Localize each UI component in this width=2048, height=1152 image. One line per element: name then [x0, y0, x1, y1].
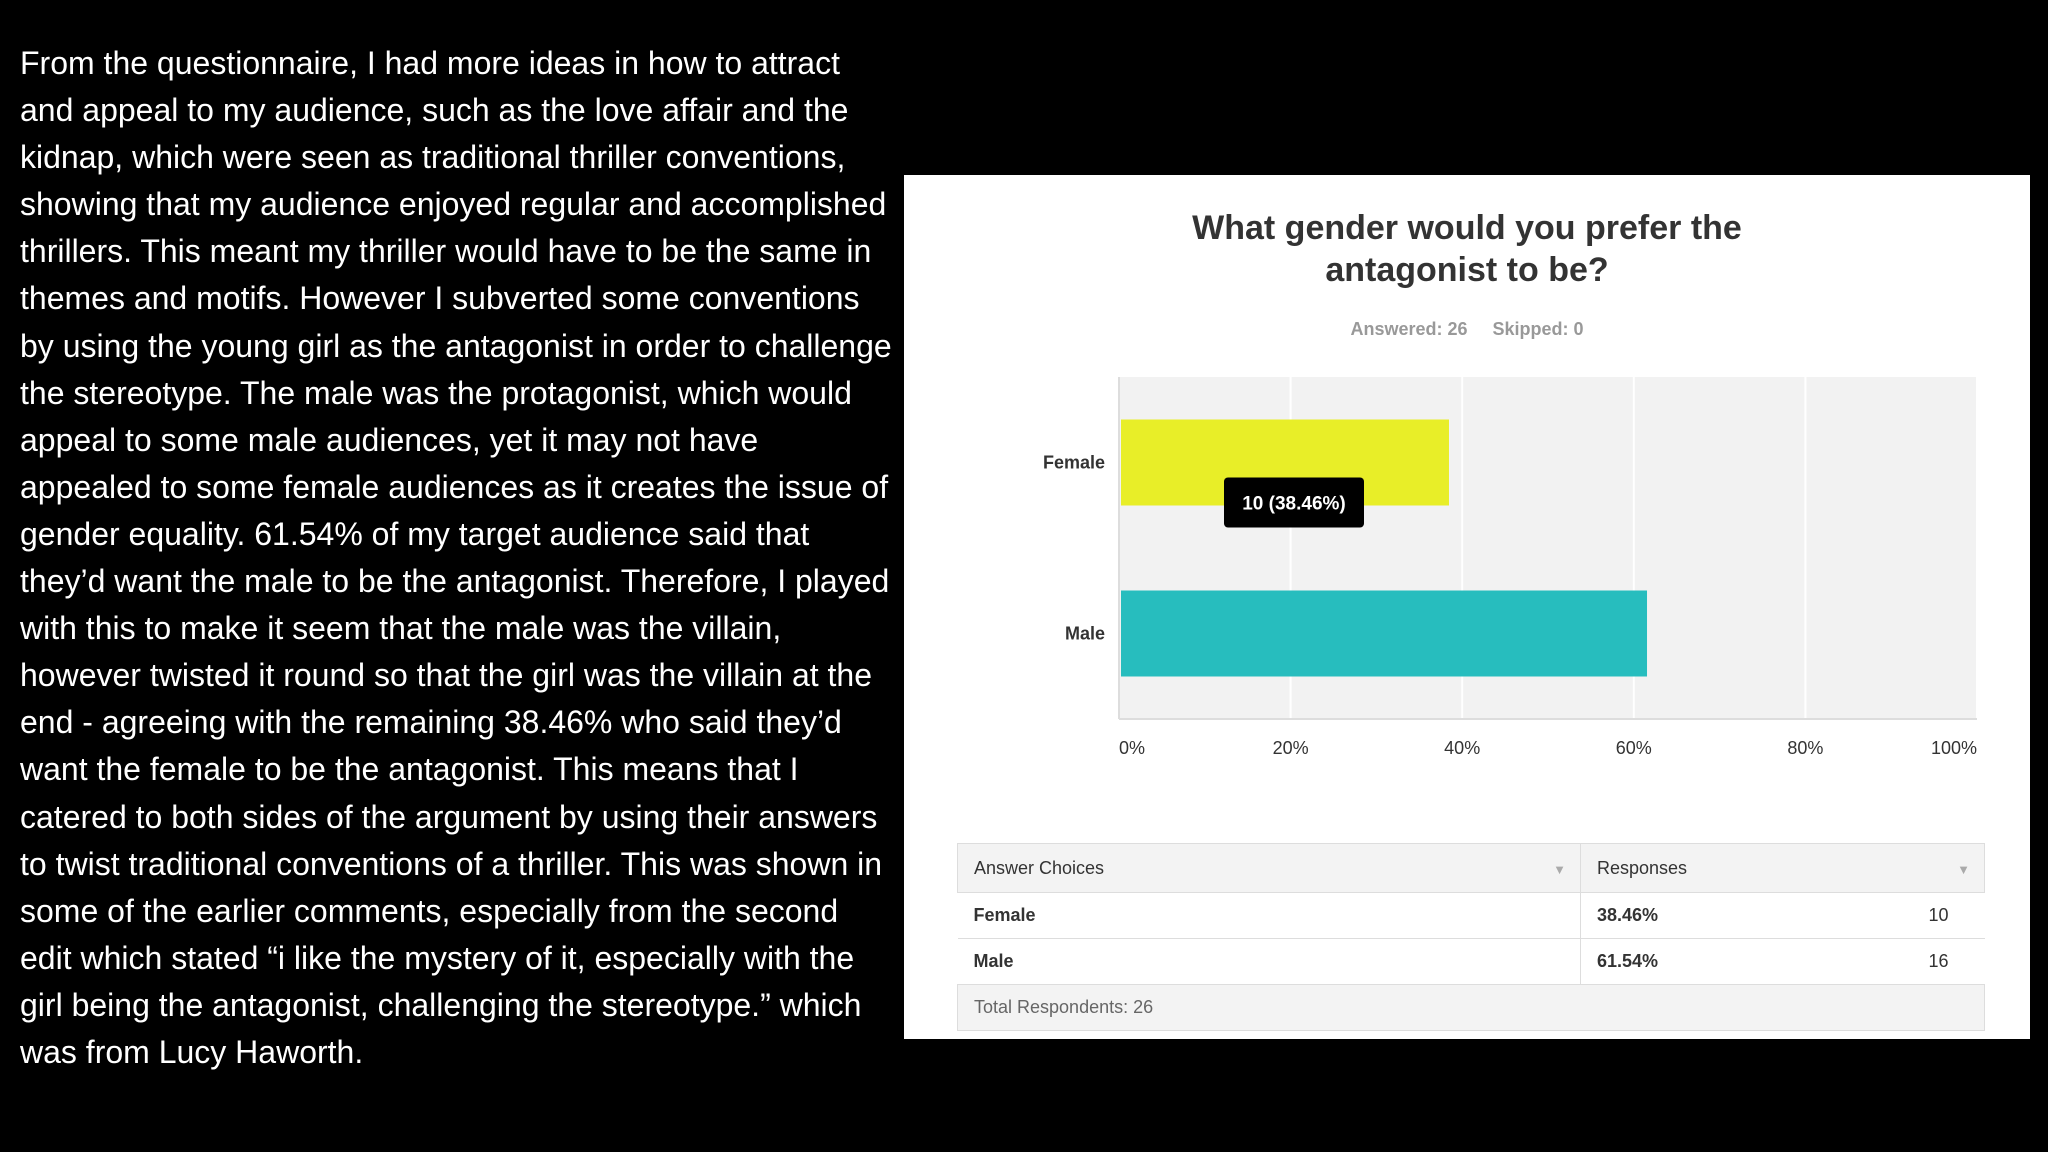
total-respondents: Total Respondents: 26 [958, 985, 1985, 1031]
response-count: 10 [1928, 905, 1949, 925]
answered-count: Answered: 26 [1350, 319, 1468, 339]
response-cell [1581, 939, 1985, 985]
bar-chart [904, 175, 2030, 775]
chart-title: What gender would you prefer the antagonist to be? [1192, 209, 1742, 289]
x-tick-label: 80% [1787, 738, 1824, 758]
skipped-count: Skipped: 0 [1492, 319, 1584, 339]
results-table [957, 843, 1985, 1031]
column-header-responses[interactable]: Responses ▼ [1581, 844, 1985, 893]
category-label: Female [1042, 452, 1105, 473]
x-tick-label: 0% [1119, 738, 1146, 758]
column-header-answer-choices[interactable]: Answer Choices ▼ [958, 844, 1581, 893]
x-tick-label: 40% [1444, 738, 1481, 758]
answer-choice: Male [958, 939, 1581, 985]
x-tick-label: 20% [1272, 738, 1309, 758]
category-label: Male [1064, 623, 1105, 644]
survey-results-panel [904, 175, 2030, 1039]
response-percent: 38.46% [1597, 905, 1659, 925]
response-percent: 61.54% [1597, 951, 1659, 971]
response-cell [1581, 893, 1985, 939]
x-tick-label: 100% [1930, 738, 1977, 758]
x-tick-label: 60% [1615, 738, 1652, 758]
table-row-total [958, 985, 1985, 1031]
tooltip-text: 10 (38.46%) [1242, 493, 1346, 515]
response-count: 16 [1928, 951, 1949, 971]
sort-arrow-icon: ▼ [1553, 862, 1566, 877]
table-row [958, 893, 1985, 939]
bar-male [1121, 591, 1647, 677]
answer-choice: Female [958, 893, 1581, 939]
sort-arrow-icon: ▼ [1957, 862, 1970, 877]
table-row [958, 939, 1985, 985]
body-paragraph: From the questionnaire, I had more ideas in how to attract and appeal to my audience, such as the love affair and the kidnap, which were seen as traditional thriller conventions, showing that my audience enjoyed regular and accomplished thrillers. This meant my thriller would have to be the same in themes and motifs. However I subverted some conventions by using the young girl as the antagonist in order to challenge the stereotype. The male was the protagonist, which would appeal to some male audiences, yet it may not have appealed to some female audiences as it creates the issue of gender equality. 61.54% of my target audience said that they’d want the male to be the antagonist. Therefore, I played with this to make it seem that the male was the villain, however twisted it round so that the girl was the villain at the end - agreeing with the remaining 38.46% who said they’d want the female to be the antagonist. This means that I catered to both sides of the argument by using their answers to twist traditional conventions of a thriller. This was shown in some of the earlier comments, especially from the second edit which stated “i like the mystery of it, especially with the girl being the antagonist, challenging the stereotype.” which was from Lucy Haworth. [20, 45, 892, 1070]
